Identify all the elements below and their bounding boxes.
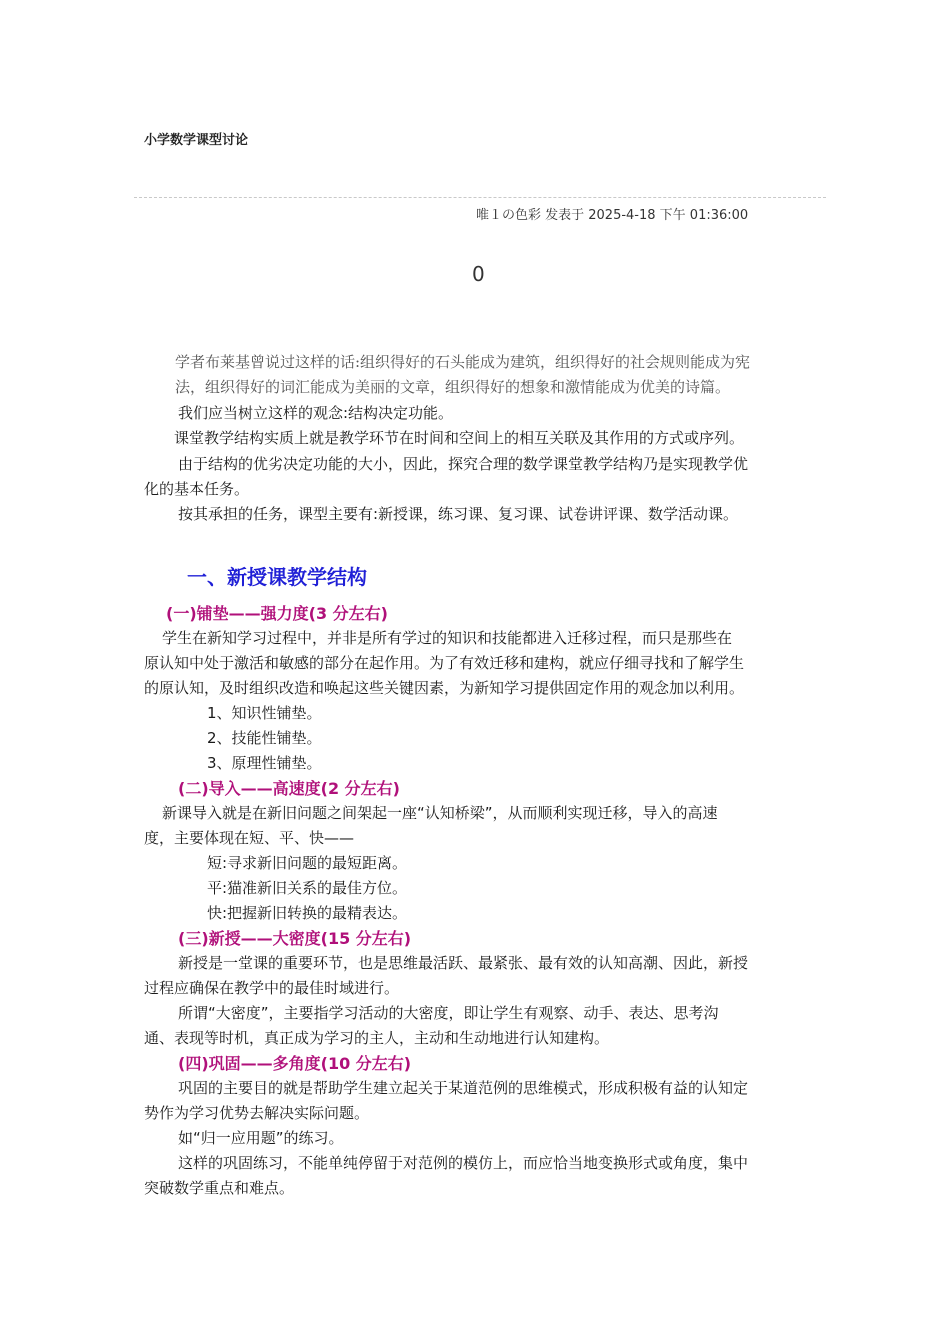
post-title: 小学数学课型讨论 bbox=[144, 133, 249, 148]
list-item: 短:寻求新旧问题的最短距离。 bbox=[207, 854, 408, 872]
post-meta: 唯１の色彩 发表于 2025-4-18 下午 01:36:00 bbox=[476, 208, 749, 223]
list-item: 快:把握新旧转换的最精表达。 bbox=[207, 904, 408, 922]
body-line: 原认知中处于激活和敏感的部分在起作用。为了有效迁移和建构，就应仔细寻找和了解学生 bbox=[144, 654, 745, 672]
subsection-heading: (三)新授——大密度(15 分左右) bbox=[178, 929, 412, 948]
body-line: 巩固的主要目的就是帮助学生建立起关于某道范例的思维模式，形成积极有益的认知定 bbox=[178, 1079, 749, 1097]
body-line: 的原认知，及时组织改造和唤起这些关键因素，为新知学习提供固定作用的观念加以利用。 bbox=[144, 679, 745, 697]
intro-line: 我们应当树立这样的观念:结构决定功能。 bbox=[178, 404, 454, 422]
section-heading: 一、新授课教学结构 bbox=[187, 565, 367, 589]
list-item: 平:猫准新旧关系的最佳方位。 bbox=[207, 879, 408, 897]
list-item: 3、原理性铺垫。 bbox=[207, 754, 322, 772]
body-line: 这样的巩固练习，不能单纯停留于对范例的模仿上，而应恰当地变换形式或角度，集中 bbox=[178, 1154, 749, 1172]
intro-line: 化的基本任务。 bbox=[144, 480, 250, 498]
intro-line: 由于结构的优劣决定功能的大小，因此，探究合理的数学课堂教学结构乃是实现教学优 bbox=[178, 455, 749, 473]
intro-line: 按其承担的任务，课型主要有:新授课，练习课、复习课、试卷讲评课、数学活动课。 bbox=[178, 505, 739, 523]
body-line: 新授是一堂课的重要环节，也是思维最活跃、最紧张、最有效的认知高潮、因此，新授 bbox=[178, 954, 749, 972]
body-line: 突破数学重点和难点。 bbox=[144, 1179, 295, 1197]
intro-line: 法，组织得好的词汇能成为美丽的文章，组织得好的想象和激情能成为优美的诗篇。 bbox=[175, 378, 731, 396]
body-line: 学生在新知学习过程中，并非是所有学过的知识和技能都进入迁移过程，而只是那些在 bbox=[162, 629, 733, 647]
body-line: 通、表现等时机，真正成为学习的主人，主动和生动地进行认知建构。 bbox=[144, 1029, 610, 1047]
body-line: 过程应确保在教学中的最佳时域进行。 bbox=[144, 979, 400, 997]
body-line: 所谓“大密度”，主要指学习活动的大密度，即让学生有观察、动手、表达、思考沟 bbox=[178, 1004, 719, 1022]
body-line: 如“归一应用题”的练习。 bbox=[178, 1129, 344, 1147]
subsection-heading: (一)铺垫——强力度(3 分左右) bbox=[166, 604, 388, 623]
subsection-heading: (四)巩固——多角度(10 分左右) bbox=[178, 1054, 412, 1073]
post-count: 0 bbox=[472, 262, 485, 286]
list-item: 1、知识性铺垫。 bbox=[207, 704, 322, 722]
intro-line: 学者布莱基曾说过这样的话:组织得好的石头能成为建筑，组织得好的社会规则能成为宪 bbox=[175, 353, 751, 371]
intro-line: 课堂教学结构实质上就是教学环节在时间和空间上的相互关联及其作用的方式或序列。 bbox=[174, 429, 745, 447]
body-line: 度，主要体现在短、平、快—— bbox=[144, 829, 355, 847]
header-divider bbox=[134, 197, 826, 198]
list-item: 2、技能性铺垫。 bbox=[207, 729, 322, 747]
body-line: 势作为学习优势去解决实际问题。 bbox=[144, 1104, 370, 1122]
body-line: 新课导入就是在新旧问题之间架起一座“认知桥梁”，从而顺利实现迁移，导入的高速 bbox=[162, 804, 718, 822]
subsection-heading: (二)导入——高速度(2 分左右) bbox=[178, 779, 400, 798]
